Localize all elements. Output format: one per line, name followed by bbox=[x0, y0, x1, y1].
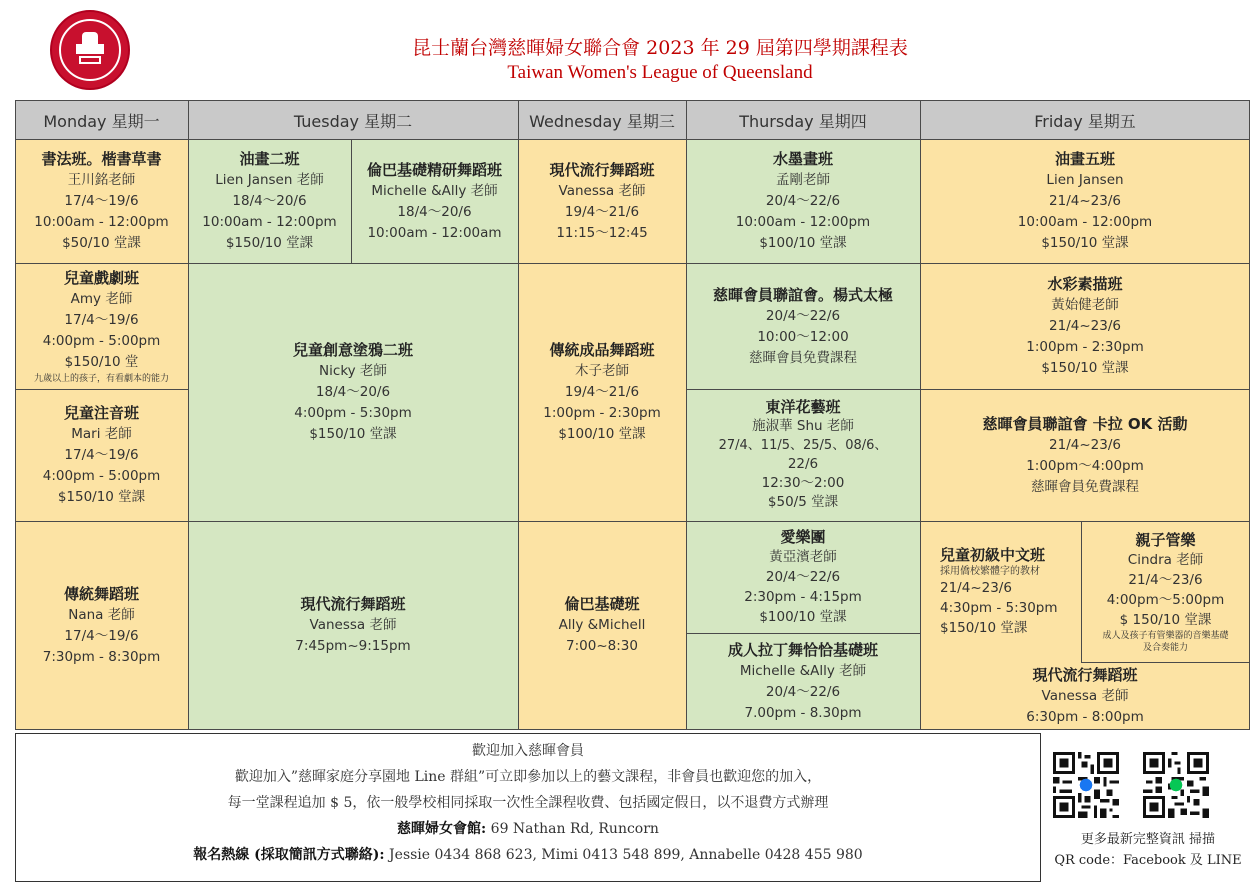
class-time: 10:00am - 12:00pm bbox=[34, 214, 169, 230]
class-children-chinese bbox=[920, 521, 1081, 662]
class-title: 親子管樂 bbox=[1135, 530, 1196, 549]
class-time: 7:00~8:30 bbox=[566, 638, 638, 654]
class-teacher: Lien Jansen bbox=[1046, 172, 1124, 188]
class-fee: $150/10 堂課 bbox=[57, 489, 146, 505]
class-note: 成人及孩子有管樂器的音樂基礎 bbox=[1102, 630, 1229, 641]
class-dates-cont: 22/6 bbox=[787, 456, 819, 472]
class-title: 現代流行舞蹈班 bbox=[300, 595, 406, 613]
day-header-tuesday: Tuesday 星期二 bbox=[188, 101, 518, 139]
class-teacher: Vanessa 老師 bbox=[558, 182, 646, 199]
class-time: 2:30pm - 4:15pm bbox=[744, 589, 862, 605]
class-note: 九歲以上的孩子，有看劇本的能力 bbox=[33, 374, 169, 384]
class-teacher: Vanessa 老師 bbox=[1041, 687, 1129, 704]
class-teacher: Nicky 老師 bbox=[319, 363, 387, 379]
class-teacher: Lien Jansen 老師 bbox=[215, 172, 324, 188]
class-fee: $100/10 堂課 bbox=[558, 426, 646, 442]
table-border-top bbox=[15, 100, 1250, 101]
line-group-notice: 歡迎加入”慈暉家庭分享園地 Line 群組”可立即參加以上的藝文課程，非會員也歡迎您的加入， bbox=[234, 769, 822, 785]
class-title: 成人拉丁舞恰恰基礎班 bbox=[727, 640, 878, 659]
class-dates: 19/4～21/6 bbox=[564, 384, 640, 400]
day-header-thursday: Thursday 星期四 bbox=[686, 101, 920, 139]
contact-hotline bbox=[16, 844, 1040, 864]
class-karaoke-members bbox=[920, 389, 1250, 521]
class-title: 慈暉會員聯誼會。楊式太極 bbox=[712, 285, 893, 304]
class-rumba-basic bbox=[518, 521, 686, 729]
class-dates: 17/4～19/6 bbox=[64, 447, 139, 463]
class-time: 11:15～12:45 bbox=[556, 224, 648, 241]
class-title: 兒童戲劇班 bbox=[63, 269, 139, 287]
class-fee: $150/10 堂課 bbox=[225, 235, 314, 251]
class-dates: 18/4～20/6 bbox=[315, 384, 391, 400]
class-title: 倫巴基礎班 bbox=[564, 595, 640, 613]
row-divider bbox=[15, 263, 1250, 264]
class-dates: 21/4~23/6 bbox=[1049, 436, 1121, 453]
day-header-monday: Monday 星期一 bbox=[15, 101, 188, 139]
contact-label: 報名熱線 (採取簡訊方式聯絡): bbox=[193, 847, 385, 863]
class-title: 書法班。楷書草書 bbox=[41, 150, 162, 168]
class-fee: 慈暉會員免費課程 bbox=[1031, 478, 1139, 495]
class-time: 10:00am - 12:00pm bbox=[1017, 214, 1153, 230]
class-title: 東洋花藝班 bbox=[765, 398, 841, 416]
class-title: 兒童初級中文班 bbox=[940, 546, 1046, 564]
league-logo bbox=[50, 10, 130, 90]
schedule-title-english: Taiwan Women's League of Queensland bbox=[507, 62, 813, 83]
class-title: 傳統成品舞蹈班 bbox=[549, 341, 655, 359]
class-time: 10:00am - 12:00pm bbox=[735, 214, 871, 230]
day-header-friday: Friday 星期五 bbox=[920, 101, 1250, 139]
class-time: 4:00pm - 5:00pm bbox=[42, 333, 161, 349]
class-time: 10:00am - 12:00am bbox=[367, 224, 502, 241]
class-title: 愛樂團 bbox=[780, 528, 826, 546]
class-teacher: Vanessa 老師 bbox=[309, 617, 397, 633]
class-teacher: 王川銘老師 bbox=[67, 172, 136, 188]
class-fee: $150/10 堂課 bbox=[1041, 360, 1129, 376]
class-dates: 27/4、11/5、25/5、08/6、 bbox=[718, 438, 888, 453]
class-time: 6:30pm - 8:00pm bbox=[1026, 708, 1144, 725]
footer-notice-box bbox=[15, 733, 1041, 882]
class-traditional-performance-dance bbox=[518, 263, 686, 521]
class-teacher: 黃亞濱老師 bbox=[769, 549, 837, 565]
column-divider bbox=[920, 100, 921, 730]
class-fee: $150/10 堂課 bbox=[1041, 235, 1129, 251]
header bbox=[0, 0, 1258, 100]
class-teacher: 黃始健老師 bbox=[1051, 297, 1119, 313]
class-teacher: 孟剛老師 bbox=[776, 172, 830, 188]
class-dates: 17/4～19/6 bbox=[64, 193, 139, 209]
class-dates: 20/4～22/6 bbox=[765, 683, 841, 700]
row-divider bbox=[1081, 662, 1250, 663]
class-fee: $150/10 堂課 bbox=[309, 426, 397, 442]
schedule-title-chinese: 昆士蘭台灣慈暉婦女聯合會 2023 年 29 屆第四學期課程表 bbox=[412, 37, 908, 59]
class-title: 現代流行舞蹈班 bbox=[1032, 665, 1138, 684]
class-title: 油畫二班 bbox=[239, 150, 300, 168]
class-fee: $150/10 堂 bbox=[64, 354, 139, 370]
class-teacher: Mari 老師 bbox=[71, 426, 132, 442]
class-time: 12:30～2:00 bbox=[761, 475, 845, 491]
class-teacher: Cindra 老師 bbox=[1127, 551, 1204, 568]
class-dates: 17/4～19/6 bbox=[64, 627, 139, 644]
class-teacher: Amy 老師 bbox=[70, 291, 133, 307]
class-title: 傳統舞蹈班 bbox=[63, 584, 139, 603]
table-border-right bbox=[1249, 100, 1250, 730]
class-oil-painting-2 bbox=[188, 139, 351, 263]
row-divider bbox=[15, 521, 1250, 522]
class-ink-painting bbox=[686, 139, 920, 263]
class-title: 油畫五班 bbox=[1054, 150, 1115, 168]
class-orchestra bbox=[686, 521, 920, 633]
class-title: 現代流行舞蹈班 bbox=[549, 160, 655, 179]
class-teacher: 木子老師 bbox=[575, 363, 629, 379]
class-dates: 18/4～20/6 bbox=[397, 203, 472, 220]
class-title: 兒童注音班 bbox=[63, 404, 139, 422]
column-divider bbox=[1081, 521, 1082, 662]
class-rumba-advanced bbox=[351, 139, 518, 263]
class-watercolor-sketch bbox=[920, 263, 1250, 389]
venue-address bbox=[16, 818, 1040, 838]
class-fee: $150/10 堂課 bbox=[940, 620, 1028, 636]
class-traditional-dance bbox=[15, 521, 188, 729]
qr-caption-line1: 更多最新完整資訊 掃描 bbox=[1080, 832, 1216, 847]
class-dates: 21/4～23/6 bbox=[1128, 571, 1203, 588]
class-dates: 20/4～22/6 bbox=[765, 569, 841, 585]
class-time: 4:30pm - 5:30pm bbox=[940, 600, 1058, 616]
class-taichi-members bbox=[686, 263, 920, 389]
class-time: 7:30pm - 8:30pm bbox=[42, 648, 161, 665]
class-fee: $ 150/10 堂課 bbox=[1119, 611, 1212, 628]
class-time: 1:00pm - 2:30pm bbox=[1026, 339, 1144, 355]
class-dates: 21/4~23/6 bbox=[1049, 318, 1121, 334]
venue-label: 慈暉婦女會館: bbox=[397, 821, 487, 837]
class-latin-chacha bbox=[686, 633, 920, 729]
qr-caption-line2: QR code：Facebook 及 LINE bbox=[1054, 853, 1242, 868]
row-divider bbox=[686, 389, 1250, 390]
class-fee: $100/10 堂課 bbox=[759, 235, 847, 251]
class-dates: 18/4～20/6 bbox=[232, 193, 307, 209]
class-teacher: Michelle &Ally 老師 bbox=[739, 662, 867, 679]
table-header-divider bbox=[15, 139, 1250, 140]
class-title: 水彩素描班 bbox=[1047, 275, 1123, 293]
table-border-left bbox=[15, 100, 16, 730]
class-title: 水墨畫班 bbox=[772, 150, 833, 168]
class-fee: $50/5 堂課 bbox=[767, 494, 839, 510]
class-teacher: 施淑華 Shu 老師 bbox=[752, 418, 854, 434]
class-time: 4:00pm～5:00pm bbox=[1106, 591, 1225, 608]
class-modern-dance-wed bbox=[518, 139, 686, 263]
class-title: 倫巴基礎精研舞蹈班 bbox=[366, 160, 502, 179]
class-time: 4:00pm - 5:00pm bbox=[42, 468, 161, 484]
class-teacher: Ally &Michell bbox=[558, 617, 646, 633]
class-parent-child-winds bbox=[1081, 521, 1250, 662]
class-fee: 慈暉會員免費課程 bbox=[749, 349, 857, 366]
class-time: 4:00pm - 5:30pm bbox=[294, 405, 412, 421]
class-dates: 19/4～21/6 bbox=[564, 203, 640, 220]
contact-numbers: Jessie 0434 868 623, Mimi 0413 548 899, Annabelle 0428 455 980 bbox=[384, 847, 863, 863]
facebook-qr-code[interactable] bbox=[1053, 752, 1119, 818]
class-children-phonetic bbox=[15, 389, 188, 521]
class-fee: $100/10 堂課 bbox=[759, 609, 847, 625]
class-note-cont: 及合奏能力 bbox=[1142, 642, 1188, 653]
welcome-heading: 歡迎加入慈暉會員 bbox=[472, 743, 584, 759]
row-divider bbox=[15, 389, 188, 390]
class-time: 1:00pm～4:00pm bbox=[1026, 457, 1144, 474]
line-qr-code[interactable] bbox=[1143, 752, 1209, 818]
table-border-bottom bbox=[15, 729, 1250, 730]
day-header-wednesday: Wednesday 星期三 bbox=[518, 101, 686, 139]
class-dates: 21/4~23/6 bbox=[1049, 193, 1121, 209]
class-time: 10:00～12:00 bbox=[757, 328, 849, 345]
class-children-doodle-2 bbox=[188, 263, 518, 521]
class-oil-painting-5 bbox=[920, 139, 1250, 263]
class-teacher: Nana 老師 bbox=[68, 606, 135, 623]
class-ikebana bbox=[686, 389, 920, 521]
class-title: 兒童創意塗鴉二班 bbox=[292, 341, 413, 359]
column-divider bbox=[686, 100, 687, 730]
class-modern-dance-tue bbox=[188, 521, 518, 729]
fee-policy-notice: 每一堂課程追加 $ 5，依一般學校相同採取一次性全課程收費、包括國定假日，以不退費方式辦理 bbox=[227, 795, 829, 811]
class-teacher: Michelle &Ally 老師 bbox=[371, 182, 498, 199]
column-divider bbox=[351, 139, 352, 263]
column-divider bbox=[518, 100, 519, 730]
class-time: 7.00pm - 8.30pm bbox=[744, 704, 862, 721]
class-time: 7:45pm~9:15pm bbox=[295, 638, 411, 654]
class-calligraphy bbox=[15, 139, 188, 263]
column-divider bbox=[188, 100, 189, 730]
class-title: 慈暉會員聯誼會 卡拉 OK 活動 bbox=[982, 414, 1188, 433]
class-time: 1:00pm - 2:30pm bbox=[543, 405, 661, 421]
venue-address-text: 69 Nathan Rd, Runcorn bbox=[486, 821, 659, 837]
class-note: 採用僑校繁體字的教材 bbox=[940, 566, 1040, 577]
class-dates: 17/4～19/6 bbox=[64, 312, 139, 328]
class-dates: 21/4~23/6 bbox=[940, 580, 1012, 596]
class-dates: 20/4～22/6 bbox=[765, 307, 841, 324]
row-divider bbox=[686, 633, 920, 634]
class-children-drama bbox=[15, 263, 188, 389]
class-modern-dance-fri bbox=[920, 662, 1250, 729]
class-fee: $50/10 堂課 bbox=[62, 235, 141, 251]
class-dates: 20/4～22/6 bbox=[765, 193, 841, 209]
class-time: 10:00am - 12:00pm bbox=[202, 214, 337, 230]
